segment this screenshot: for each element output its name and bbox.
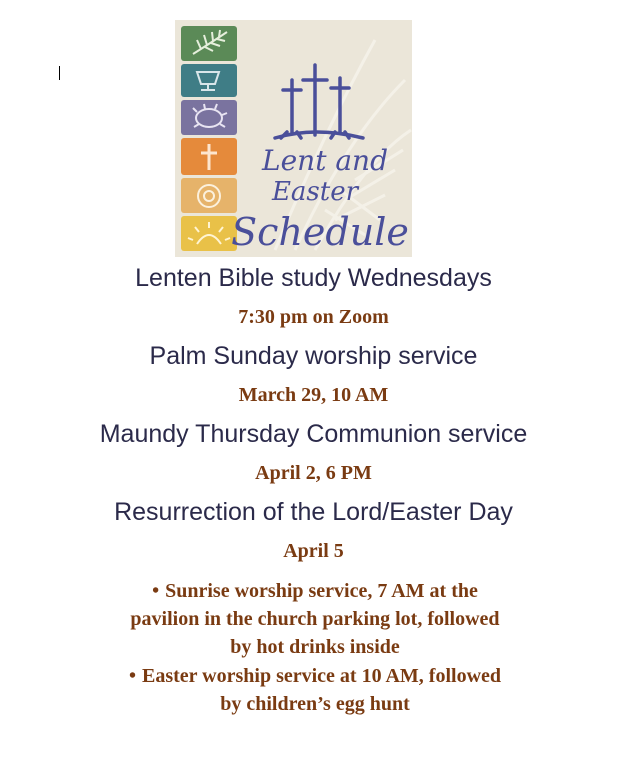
section-detail-palm-sunday: March 29, 10 AM [238, 384, 389, 406]
logo-line-1: Lent and [262, 144, 388, 177]
bullet-line: Sunrise worship service, 7 AM at the [165, 580, 478, 602]
color-strips [181, 26, 237, 251]
bullet-line: Easter worship service at 10 AM, followed [141, 665, 502, 687]
bullet-icon: • [128, 665, 136, 687]
lent-easter-logo [175, 20, 412, 257]
logo-line-3: Schedule [231, 210, 409, 254]
text-cursor [59, 66, 60, 80]
section-detail-easter-day: April 5 [283, 540, 344, 562]
section-heading-bible-study: Lenten Bible study Wednesdays [135, 264, 492, 292]
three-crosses-icon [275, 65, 363, 138]
section-detail-maundy-thursday: April 2, 6 PM [255, 462, 372, 484]
bullet-line: by hot drinks inside [230, 636, 400, 658]
list-item [80, 577, 550, 661]
section-heading-easter-day: Resurrection of the Lord/Easter Day [114, 498, 513, 526]
logo-line-2: Easter [271, 177, 359, 207]
section-heading-palm-sunday: Palm Sunday worship service [149, 342, 478, 370]
section-heading-maundy-thursday: Maundy Thursday Communion service [99, 420, 528, 448]
bullet-icon: • [152, 580, 160, 602]
list-item [80, 662, 550, 718]
bullet-line: by children’s egg hunt [220, 693, 410, 715]
easter-events-list [80, 577, 550, 719]
bullet-line: pavilion in the church parking lot, followed [130, 608, 500, 630]
section-detail-bible-study: 7:30 pm on Zoom [238, 306, 389, 328]
